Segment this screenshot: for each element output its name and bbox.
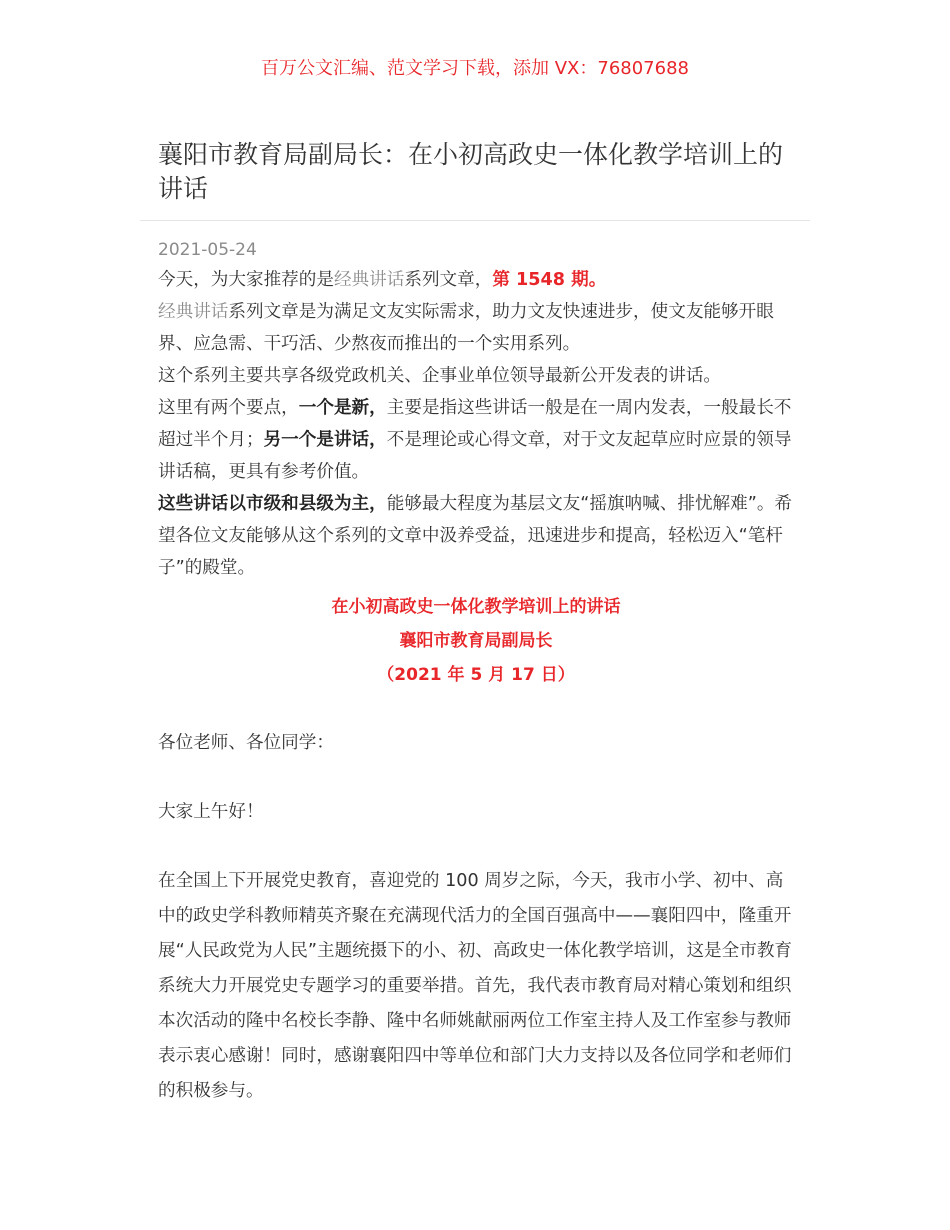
intro-paragraph xyxy=(158,360,794,392)
speech-title: 在小初高政史一体化教学培训上的讲话 xyxy=(331,597,621,617)
emphasis-text: 另一个是讲话， xyxy=(263,430,387,450)
speech-date: （2021 年 5 月 17 日） xyxy=(377,665,575,685)
emphasis-text: 一个是新， xyxy=(298,398,387,418)
intro-text: 系列文章是为满足文友实际需求，助力文友快速进步，使文友能够开眼界、应急需、干巧活、少熬夜而推出的一个实用系列。 xyxy=(158,302,774,354)
intro-text: 系列文章， xyxy=(404,270,493,290)
series-name: 经典讲话 xyxy=(333,270,405,290)
download-banner: 百万公文汇编、范文学习下载，添加 VX：76807688 xyxy=(261,58,689,79)
intro-paragraph xyxy=(158,296,794,360)
intro-section xyxy=(158,264,794,584)
intro-paragraph xyxy=(158,264,794,296)
greeting: 大家上午好！ xyxy=(158,802,264,822)
speech-heading xyxy=(158,590,794,692)
article-content xyxy=(158,236,794,1109)
article-title: 襄阳市教育局副局长：在小初高政史一体化教学培训上的讲话 xyxy=(158,140,784,203)
speech-body xyxy=(158,692,794,1109)
emphasis-text: 这些讲话以市级和县级为主， xyxy=(158,494,387,514)
issue-number: 第 1548 期。 xyxy=(492,270,607,290)
title-divider xyxy=(140,220,810,221)
series-name: 经典讲话 xyxy=(158,302,229,322)
intro-text: 这里有两个要点， xyxy=(158,398,299,418)
body-paragraph: 在全国上下开展党史教育，喜迎党的 100 周岁之际，今天，我市小学、初中、高中的政史学科教师精英齐聚在充满现代活力的全国百强高中——襄阳四中，隆重开展“人民政党为人民”主题统摄下的小、初、高政史一体化教学培训，这是全市教育系统大力开展党史专题学习的重要举措。首先，我代表市教育局对精心策划和组织本次活动的隆中名校长李静、隆中名师姚献丽两位工作室主持人及工作室参与教师表示衷心感谢！同时，感谢襄阳四中等单位和部门大力支持以及各位同学和老师们的积极参与。 xyxy=(158,871,793,1101)
publish-date: 2021-05-24 xyxy=(158,240,257,260)
intro-paragraph xyxy=(158,392,794,488)
speech-speaker: 襄阳市教育局副局长 xyxy=(399,631,553,651)
intro-text: 主要是指这些讲话一般是在一周内发表，一般最长不超过半个月； xyxy=(158,398,792,450)
intro-text: 今天，为大家推荐的是 xyxy=(158,270,334,290)
intro-text: 能够最大程度为基层文友“摇旗呐喊、排忧解难”。希望各位文友能够从这个系列的文章中汲养受益，迅速进步和提高，轻松迈入“笔杆子”的殿堂。 xyxy=(158,494,793,578)
intro-text: 不是理论或心得文章，对于文友起草应时应景的领导讲话稿，更具有参考价值。 xyxy=(158,430,792,482)
salutation: 各位老师、各位同学： xyxy=(158,733,334,753)
intro-paragraph xyxy=(158,488,794,584)
intro-text: 这个系列主要共享各级党政机关、企事业单位领导最新公开发表的讲话。 xyxy=(158,366,722,386)
